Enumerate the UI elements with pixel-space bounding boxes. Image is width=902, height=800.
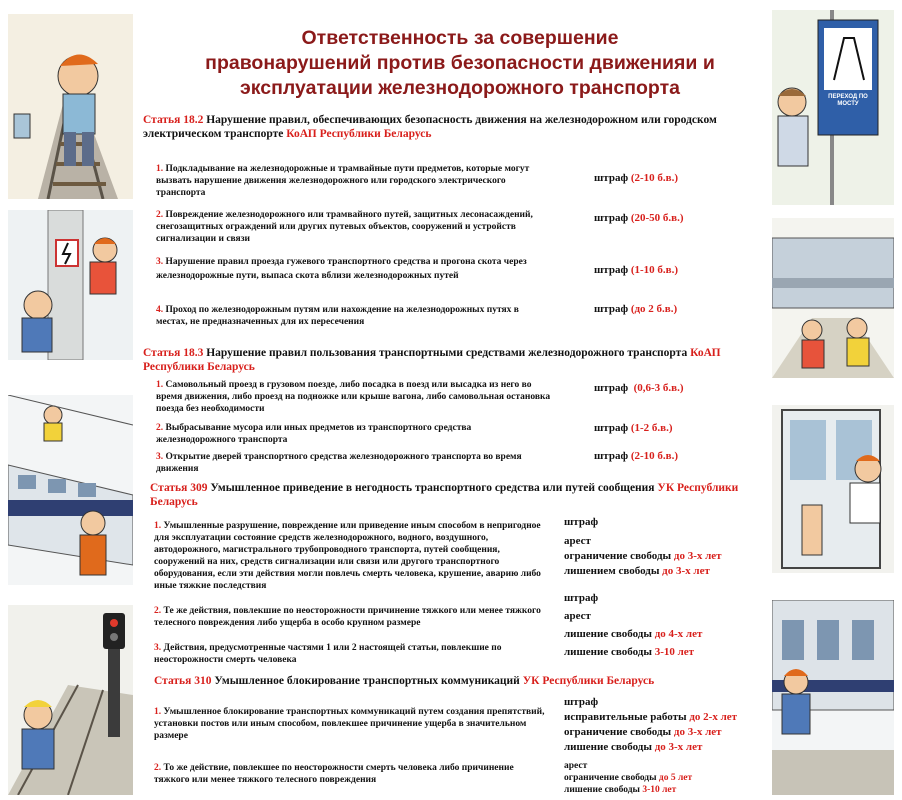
art183-item-1: 1. Самовольный проезд в грузовом поезде, либо посадка в поезд или высадка из него во время движения, либо проезд на подножке или крыше вагона, либо самовольная остановка поезда без необходимости [156, 380, 551, 414]
art309-penalty-1: штраф арест ограничение свободы до 3-х лет лишением свободы до 3-х лет [564, 516, 722, 577]
art182-penalty-4: штраф (до 2 б.в.) [594, 303, 678, 315]
art310-penalty-1: штраф исправительные работы до 2-х лет ограничение свободы до 3-х лет лишение свободы до 3-х лет [564, 696, 738, 753]
art183-item-2: 2. Выбрасывание мусора или иных предметов из транспортного средства железнодорожного транспорта [156, 423, 472, 445]
article-title: Нарушение правил, обеспечивающих безопасность движения на железнодорожном или городском электрическом транспорте [143, 114, 717, 140]
boy-on-rails-illustration [8, 14, 133, 199]
boy-at-signal-illustration [8, 605, 133, 795]
art182-penalty-3: штраф (1-10 б.в.) [594, 264, 678, 276]
art183-item-3: 3. Открытие дверей транспортного средства железнодорожного транспорта во время движения [156, 452, 522, 474]
article-18-3-heading: Статья 18.3 Нарушение правил пользования транспортными средствами железнодорожного транспорта КоАП Республики Беларусь [143, 347, 721, 373]
art310-item-1: 1. Умышленное блокирование транспортных коммуникаций путем создания препятствий, установки постов или иным способом, повлекшее причинение ущерба в значительном размере [154, 707, 545, 741]
article-310-heading: Статья 310 Умышленное блокирование транспортных коммуникаций УК Республики Беларусь [154, 675, 655, 687]
art182-item-4: 4. Проход по железнодорожным путям или нахождение на железнодорожных путях в местах, не предназначенных для их пересечения [156, 305, 519, 327]
article-309-heading: Статья 309 Умышленное приведение в негодность транспортного средства или путей сообщения УК Республики Беларусь [150, 482, 739, 508]
art182-penalty-1: штраф (2-10 б.в.) [594, 172, 678, 184]
sign-caption: ПЕРЕХОД ПО МОСТУ [828, 94, 868, 107]
boy-leaning-from-train-illustration [772, 405, 894, 573]
art182-item-3: 3. Нарушение правил проезда гужевого транспортного средства и прогона скота через железнодорожные пути, выпаса скота вблизи железнодорожных путей [156, 257, 527, 281]
art309-item-1: 1. Умышленные разрушение, повреждение или приведение иным способом в непригодное для эксплуатации состояние средств железнодорожного, водного, воздушного, автодорожного, магистрального трубопроводного транспорта, путей сообщения, сооружений на них, средств сигнализации или связи или другого транспортного оборудования, если эти действия могли повлечь смерть человека, крушение, аварию либо иные тяжкие последствия [154, 521, 541, 591]
art183-penalty-2: штраф (1-2 б.в.) [594, 422, 673, 434]
art182-item-2: 2. Повреждение железнодорожного или трамвайного путей, защитных лесонасаждений, снегозащитных ограждений или других путевых объектов, сооружений и устройств сигнализации и связи [156, 210, 533, 244]
boy-reading-sign-illustration [772, 10, 894, 205]
art309-item-2: 2. Те же действия, повлекшие по неосторожности причинение тяжкого или менее тяжкого телесного повреждения либо ущерба в особо крупном размере [154, 606, 541, 628]
title-line-2: правонарушений против безопасности движенияи и [205, 52, 715, 74]
art182-penalty-2: штраф (20-50 б.в.) [594, 212, 684, 224]
boy-near-train-illustration [8, 395, 133, 585]
children-crossing-illustration [772, 218, 894, 378]
page-title [150, 26, 770, 101]
art183-penalty-1: штраф (0,6-3 б.в.) [594, 382, 684, 394]
boy-on-platform-illustration [772, 600, 894, 795]
title-line-3: эксплуатации железнодорожного транспорта [240, 77, 680, 99]
article-number: Статья 18.2 [143, 114, 204, 126]
article-code: КоАП Республики Беларусь [286, 128, 432, 140]
art183-penalty-3: штраф (2-10 б.в.) [594, 450, 678, 462]
title-line-1: Ответственность за совершение [301, 27, 619, 49]
art182-item-1: 1. Подкладывание на железнодорожные и трамвайные пути предметов, которые могут вызвать нарушение движения железнодорожного или городского электрического транспорта [156, 164, 530, 198]
art309-penalty-2: штраф арест лишение свободы до 4-х лет [564, 592, 703, 640]
article-18-2-heading [143, 113, 765, 141]
art310-penalty-2: арест ограничение свободы до 5 лет лишение свободы 3-10 лет [564, 761, 693, 795]
art310-item-2: 2. То же действие, повлекшее по неосторожности смерть человека либо причинение тяжкого или менее тяжкого телесного повреждения [154, 763, 514, 785]
art309-penalty-3: лишение свободы 3-10 лет [564, 646, 695, 658]
art309-item-3: 3. Действия, предусмотренные частями 1 или 2 настоящей статьи, повлекшие по неосторожности смерть человека [154, 643, 502, 665]
boy-climbing-pole-illustration [8, 210, 133, 360]
